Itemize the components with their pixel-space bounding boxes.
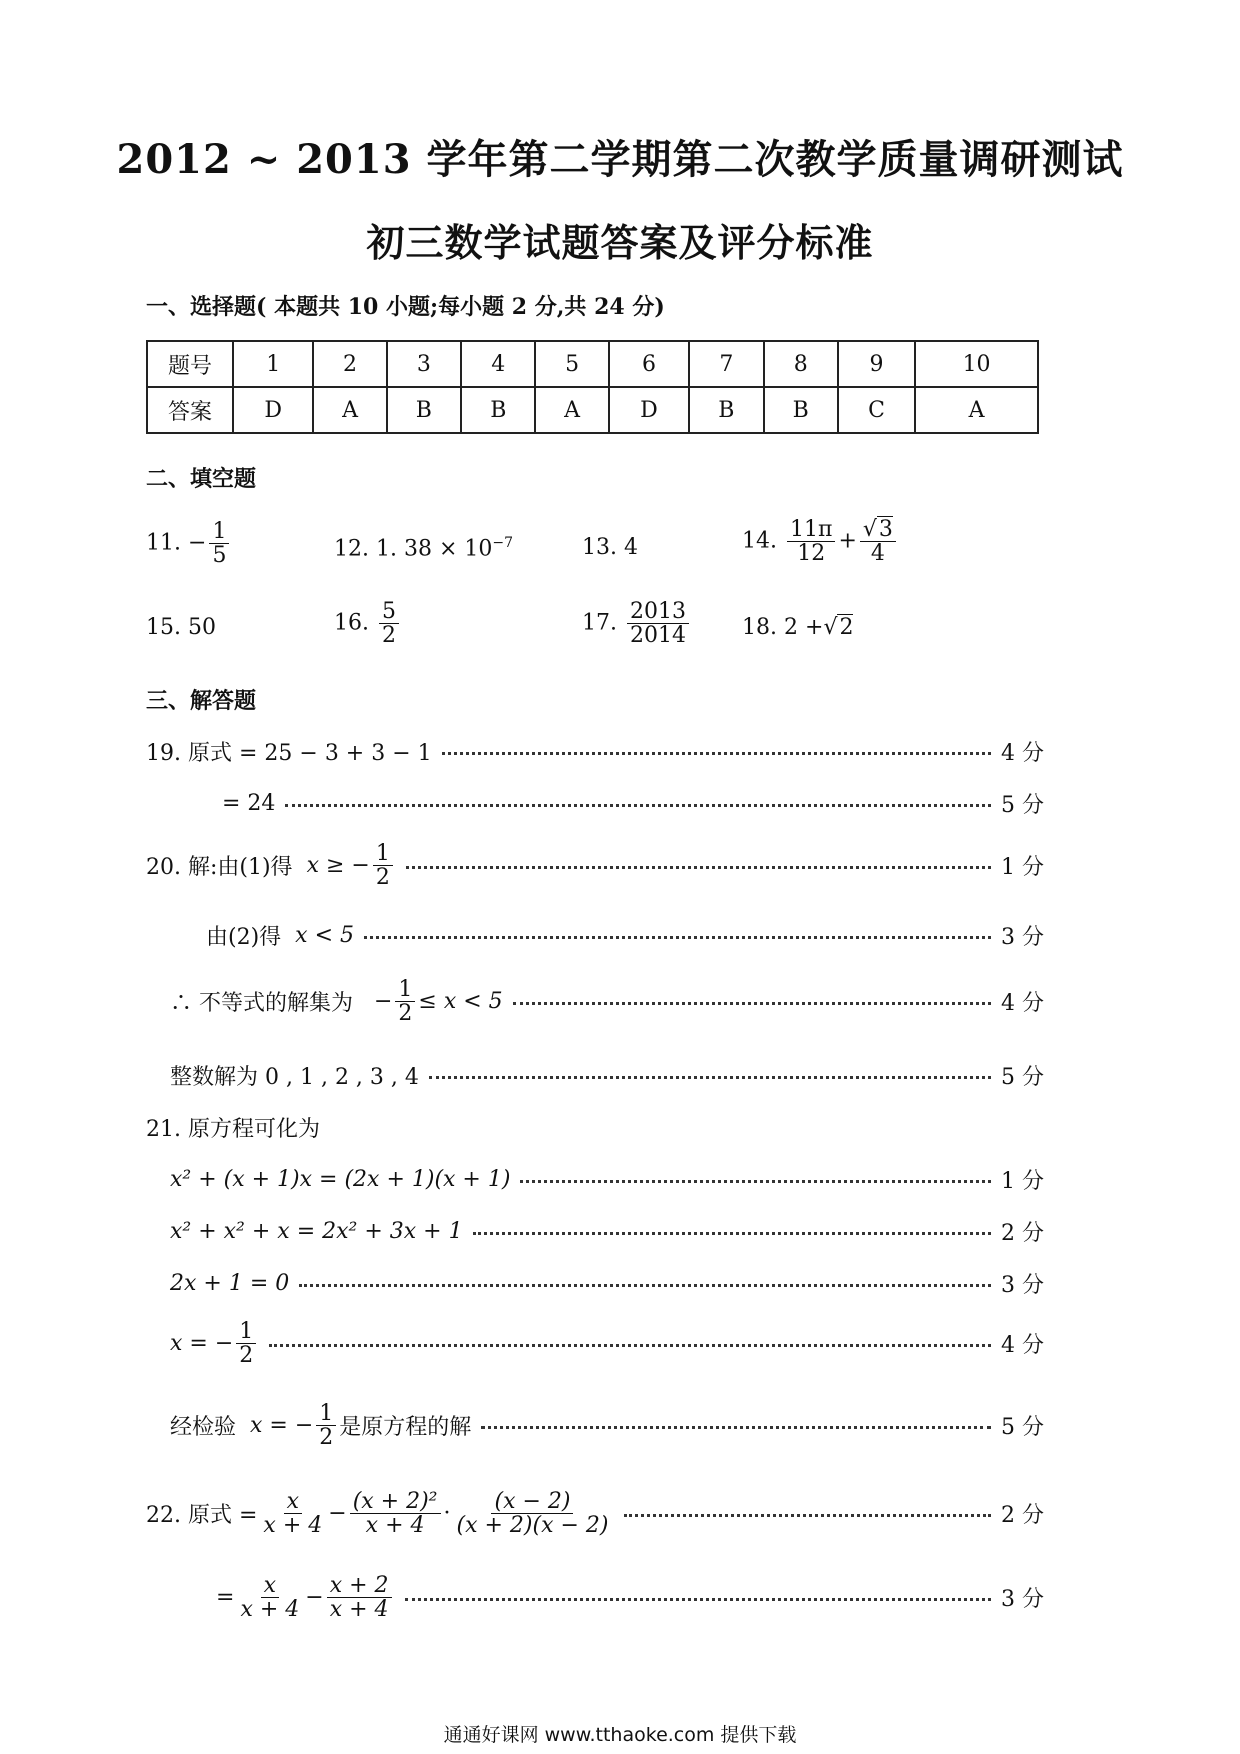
dot-leader [299,1284,991,1287]
table-cell: B [689,387,763,433]
dot-leader [520,1180,991,1183]
text: 整数解为 0 , 1 , 2 , 3 , 4 [170,1065,419,1090]
minus-sign: − [188,530,207,556]
score: 5 分 [1001,1415,1044,1441]
answer-table [146,340,1039,434]
answer-12 [334,535,513,561]
text: 20. 解:由(1)得 [146,855,293,881]
numerator: √3 [860,518,896,542]
question-number: 15. [146,615,181,640]
equation: = 24 [222,791,276,816]
title-line-1: 2012 ~ 2013 学年第二学期第二次教学质量调研测试 [116,136,1124,183]
answer-17 [582,600,692,647]
denominator: x + 4 [365,1513,425,1539]
minus-sign: − [305,1585,324,1611]
score: 2 分 [1001,1221,1044,1246]
expression: x = − [170,1331,234,1357]
table-cell: A [313,387,386,433]
equation: x² + (x + 1)x = (2x + 1)(x + 1) [170,1167,511,1192]
section-2-heading: 二、填空题 [146,466,257,492]
dot-leader [406,866,991,869]
numerator: 2013 [627,600,689,624]
table-row-answers [147,387,1038,433]
table-cell: D [609,387,689,433]
denominator: 2 [382,623,396,649]
table-row-numbers [147,341,1038,387]
answer-13 [582,535,638,560]
table-head-answer: 答案 [147,387,233,433]
text: 经检验 [170,1415,237,1441]
denominator: 4 [870,541,885,567]
denominator: x + 4 [240,1597,300,1623]
equation: x² + x² + x = 2x² + 3x + 1 [170,1219,463,1244]
score: 3 分 [1001,1587,1044,1613]
numerator: 11π [787,518,835,542]
answer-14 [742,518,899,565]
fraction [327,1574,392,1621]
question-number: 11. [146,530,181,556]
numerator: 1 [316,1402,336,1426]
equation: 2x + 1 = 0 [170,1271,290,1296]
expression: ≤ x < 5 [418,989,503,1015]
text: 是原方程的解 [339,1415,472,1441]
score: 4 分 [1001,741,1044,766]
q21-line-5 [170,1402,1044,1449]
equation: 19. 原式 = 25 − 3 + 3 − 1 [146,741,432,766]
equals-sign: = [216,1585,235,1611]
numerator: 5 [379,600,399,624]
table-cell: 10 [915,341,1038,387]
radicand: 3 [878,517,893,542]
expression: x ≥ − [306,853,370,879]
dot-leader [442,752,991,755]
table-cell: 9 [838,341,915,387]
answer-11 [146,520,232,567]
denominator: (x + 2)(x − 2) [456,1513,609,1539]
value: 4 [624,535,638,560]
denominator: 2014 [630,623,686,649]
denominator: 2 [319,1425,334,1451]
q19-line-1 [146,736,1044,767]
denominator: 12 [797,541,826,567]
expression: x = − [250,1413,314,1439]
numerator: 1 [373,842,393,866]
plus-sign: + [838,528,857,554]
q20-line-1 [146,842,1044,889]
score: 3 分 [1001,925,1044,950]
table-cell: A [535,387,608,433]
q21-line-2 [170,1216,1044,1247]
fraction [627,600,689,647]
value: 1. 38 × 10 [376,536,493,562]
answer-18: 18. 2 +√2 [742,615,854,640]
fraction [860,518,896,565]
table-cell: 7 [689,341,763,387]
q21-line-3 [170,1268,1044,1299]
dot-leader [429,1076,991,1079]
table-head-number: 题号 [147,341,233,387]
value: 50 [188,615,216,640]
score: 3 分 [1001,1273,1044,1298]
fraction [209,520,229,567]
text: 由(2)得 [206,925,282,950]
fraction [316,1402,336,1449]
minus-sign: − [328,1501,347,1527]
footer-source: 通通好课网 www.tthaoke.com 提供下载 [443,1724,797,1746]
denominator: 2 [398,1001,413,1027]
denominator: 5 [212,543,227,569]
table-cell: 6 [609,341,689,387]
value: 2 + [784,615,824,640]
numerator: x + 2 [327,1574,392,1598]
numerator: 1 [236,1320,256,1344]
radicand: 2 [839,615,854,640]
table-cell: B [764,387,838,433]
dot-leader [473,1232,991,1235]
score: 2 分 [1001,1503,1044,1529]
section-1-heading: 一、选择题( 本题共 10 小题;每小题 2 分,共 24 分) [146,294,665,320]
question-number: 14. [742,528,777,554]
times-dot: · [443,1501,451,1527]
score: 5 分 [1001,793,1044,818]
dot-leader [481,1426,991,1429]
denominator: x + 4 [329,1597,389,1623]
dot-leader [364,936,991,939]
q21-line-4 [170,1320,1044,1367]
fraction [260,1490,325,1537]
denominator: x + 4 [263,1513,323,1539]
minus-sign: − [373,989,393,1015]
denominator: 2 [375,865,390,891]
title-line-2: 初三数学试题答案及评分标准 [366,220,874,265]
table-cell: 4 [461,341,535,387]
table-cell: B [461,387,535,433]
exponent: −7 [492,535,514,551]
q22-line-1 [146,1490,1044,1537]
score: 1 分 [1001,855,1044,881]
question-number: 13. [582,535,617,560]
numerator: (x − 2) [491,1490,573,1514]
expression: x < 5 [295,923,354,948]
score: 5 分 [1001,1065,1044,1090]
dot-leader [405,1598,991,1601]
table-cell: C [838,387,915,433]
question-number: 18. [742,615,777,640]
q20-line-4 [170,1060,1044,1091]
table-cell: 1 [233,341,313,387]
dot-leader [624,1514,991,1517]
question-number: 17. [582,610,617,636]
numerator: x [284,1490,302,1514]
question-number: 12. [334,536,369,562]
question-number: 16. [334,610,369,636]
table-cell: 5 [535,341,608,387]
table-cell: 2 [313,341,386,387]
q20-line-3 [170,978,1044,1025]
q20-line-2 [206,920,1044,951]
fraction [787,518,835,565]
dot-leader [269,1344,991,1347]
dot-leader [285,804,991,807]
section-3-heading: 三、解答题 [146,688,257,714]
score: 1 分 [1001,1169,1044,1194]
q22-line-2 [216,1574,1044,1621]
answer-15 [146,615,216,640]
dot-leader [513,1002,991,1005]
fraction [350,1490,441,1537]
answer-16 [334,600,402,647]
table-cell: D [233,387,313,433]
table-cell: B [387,387,461,433]
fraction [454,1490,612,1537]
numerator: 1 [209,520,229,544]
fraction [379,600,399,647]
q21-heading: 21. 原方程可化为 [146,1117,320,1142]
q21-line-1 [170,1164,1044,1195]
table-cell: 3 [387,341,461,387]
score: 4 分 [1001,1333,1044,1359]
numerator: (x + 2)² [350,1490,441,1514]
numerator: 1 [395,978,415,1002]
q19-line-2 [222,788,1044,819]
text: 22. 原式 = [146,1503,258,1529]
score: 4 分 [1001,991,1044,1017]
table-cell: 8 [764,341,838,387]
fraction [237,1574,302,1621]
fraction [373,842,393,889]
fraction [236,1320,256,1367]
numerator: x [261,1574,279,1598]
denominator: 2 [239,1343,254,1369]
text: ∴ 不等式的解集为 [170,991,353,1017]
fraction [395,978,415,1025]
table-cell: A [915,387,1038,433]
